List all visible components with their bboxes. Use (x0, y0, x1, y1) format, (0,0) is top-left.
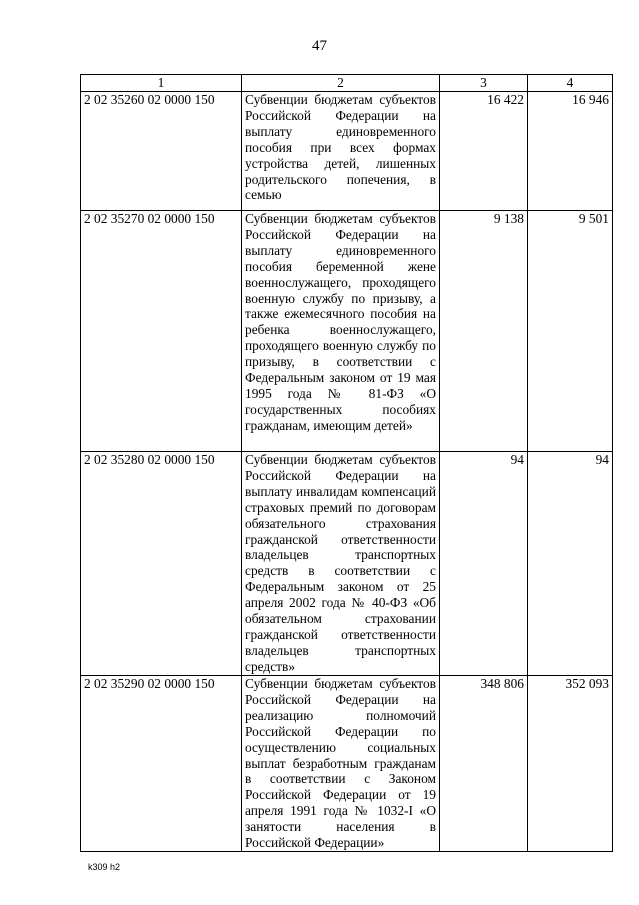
revenue-description: Субвенции бюджетам субъектов Российской Федерации на реализацию полномочий Российской Федерации по осуществлению социальных выплат безработным гражданам в соответствии с Законом Российской Федерации от 19 апреля 1991 года № 1032-I «О занятости населения в Российской Федерации» (242, 676, 440, 852)
column-header-4: 4 (528, 75, 613, 92)
footer-code: k309 h2 (88, 862, 121, 872)
value-col-4: 94 (528, 452, 613, 676)
table-row (81, 211, 613, 452)
value-col-4: 9 501 (528, 211, 613, 452)
column-header-2: 2 (242, 75, 440, 92)
column-header-3: 3 (440, 75, 528, 92)
table-row (81, 676, 613, 852)
table-row (81, 452, 613, 676)
budget-table (80, 74, 613, 852)
value-col-3: 348 806 (440, 676, 528, 852)
revenue-code: 2 02 35280 02 0000 150 (81, 452, 242, 676)
revenue-description: Субвенции бюджетам субъектов Российской Федерации на выплату единовременного пособия беременной жене военнослужащего, проходящего военную службу по призыву, а также ежемесячного пособия на ребенка военнослужащего, проходящего военную службу по призыву, в соответствии с Федеральным законом от 19 мая 1995 года № 81-ФЗ «О государственных пособиях гражданам, имеющим детей» (242, 211, 440, 452)
revenue-code: 2 02 35260 02 0000 150 (81, 92, 242, 211)
table-row (81, 92, 613, 211)
value-col-4: 352 093 (528, 676, 613, 852)
column-header-1: 1 (81, 75, 242, 92)
value-col-3: 9 138 (440, 211, 528, 452)
header-row (81, 75, 613, 92)
revenue-code: 2 02 35270 02 0000 150 (81, 211, 242, 452)
value-col-4: 16 946 (528, 92, 613, 211)
page-number: 47 (312, 38, 327, 54)
revenue-code: 2 02 35290 02 0000 150 (81, 676, 242, 852)
revenue-description: Субвенции бюджетам субъектов Российской Федерации на выплату инвалидам компенсаций страховых премий по договорам обязательного страхования гражданской ответственности владельцев транспортных средств в соответствии с Федеральным законом от 25 апреля 2002 года № 40-ФЗ «Об обязательном страховании гражданской ответственности владельцев транспортных средств» (242, 452, 440, 676)
revenue-description: Субвенции бюджетам субъектов Российской Федерации на выплату единовременного пособия при всех формах устройства детей, лишенных родительского попечения, в семью (242, 92, 440, 211)
value-col-3: 16 422 (440, 92, 528, 211)
value-col-3: 94 (440, 452, 528, 676)
